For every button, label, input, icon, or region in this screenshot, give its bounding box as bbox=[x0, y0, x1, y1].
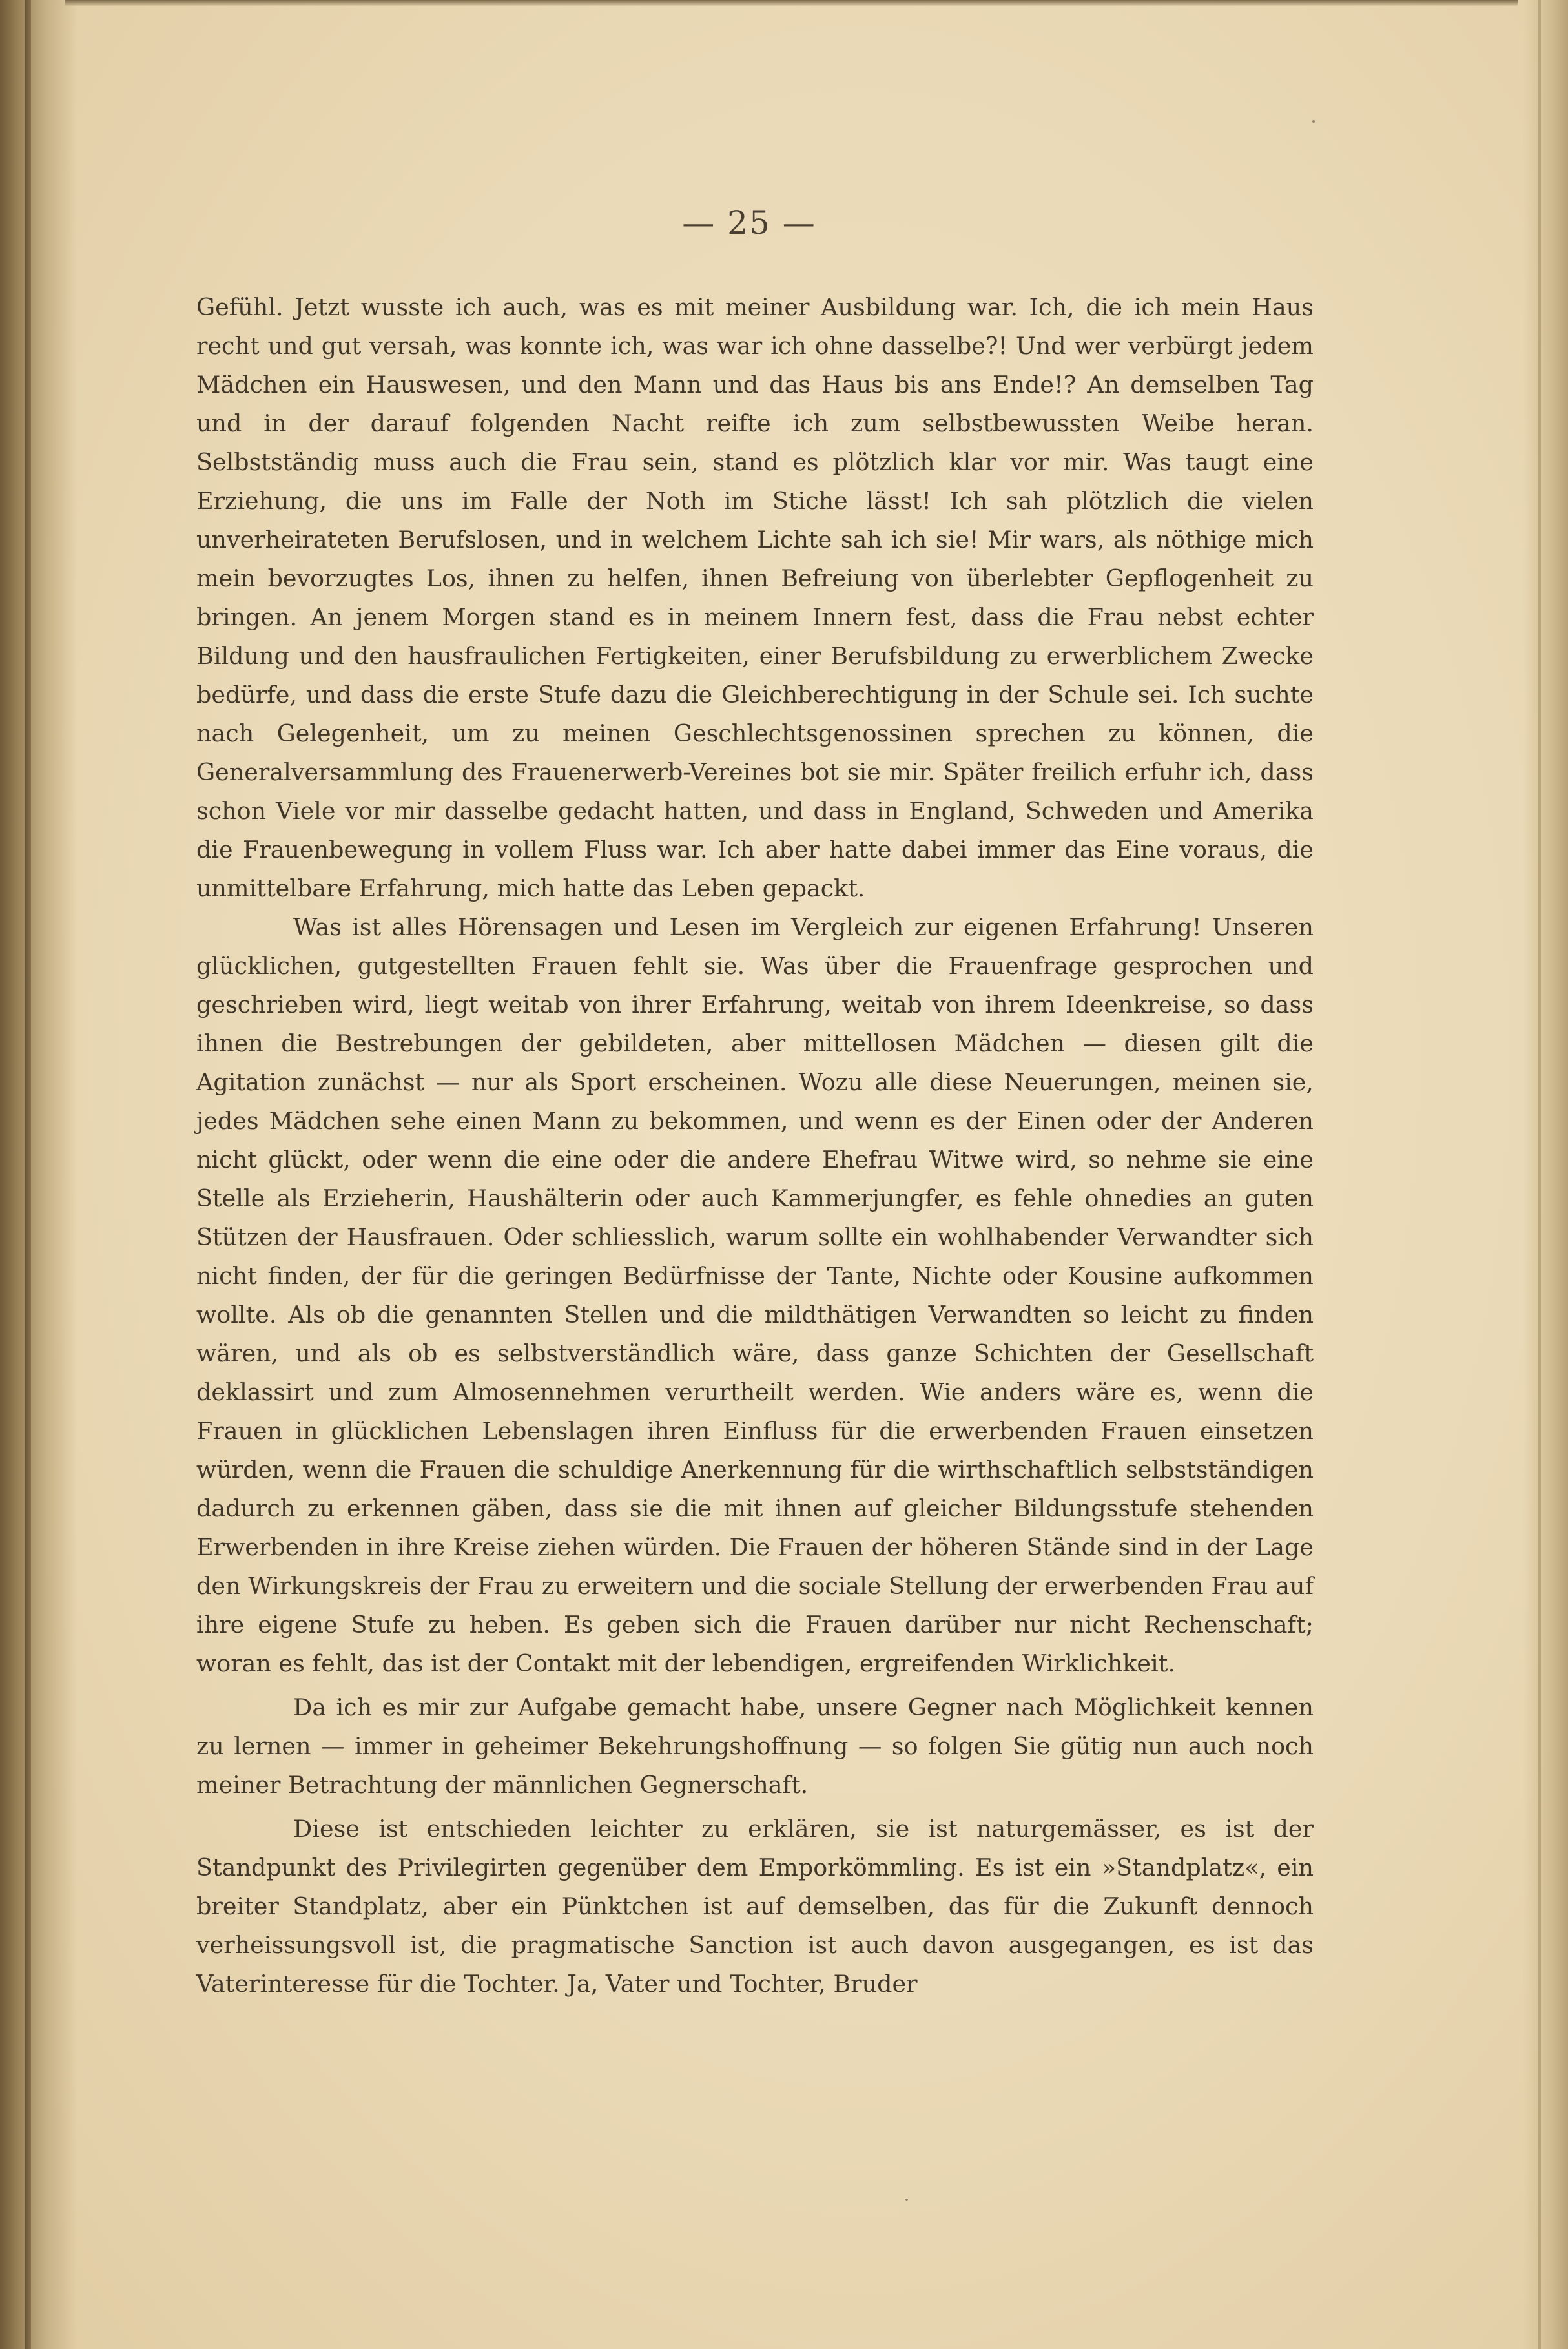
body-text bbox=[196, 288, 1314, 2003]
paragraph-4: Diese ist entschieden leichter zu erklären, sie ist naturgemässer, es ist der Standpunkt des Privilegirten gegenüber dem Emporkömmling. Es ist ein »Standplatz«, ein breiter Standplatz, aber ein Pünktchen ist auf demselben, das für die Zukunft dennoch verheissungsvoll ist, die pragmatische Sanction ist auch davon ausgegangen, es ist das Vaterinteresse für die Tochter. Ja, Vater und Tochter, Bruder bbox=[196, 1815, 1314, 1998]
paragraph-1: Gefühl. Jetzt wusste ich auch, was es mit meiner Ausbildung war. Ich, die ich mein Haus recht und gut versah, was konnte ich, was war ich ohne dasselbe?! Und wer verbürgt jedem Mädchen ein Hauswesen, und den Mann und das Haus bis ans Ende!? An demselben Tag und in der darauf folgenden Nacht reifte ich zum selbstbewussten Weibe heran. Selbstständig muss auch die Frau sein, stand es plötzlich klar vor mir. Was taugt eine Erziehung, die uns im Falle der Noth im Stiche lässt! Ich sah plötzlich die vielen unverheirateten Berufslosen, und in welchem Lichte sah ich sie! Mir wars, als nöthige mich mein bevorzugtes Los, ihnen zu helfen, ihnen Befreiung von überlebter Gepflogenheit zu bringen. An jenem Morgen stand es in meinem Innern fest, dass die Frau nebst echter Bildung und den hausfraulichen Fertigkeiten, einer Berufsbildung zu erwerblichem Zwecke bedürfe, und dass die erste Stufe dazu die Gleichberechtigung in der Schule sei. Ich suchte nach Gelegenheit, um zu meinen Geschlechtsgenossinen sprechen zu können, die Generalversammlung des Frauenerwerb-Vereines bot sie mir. Später freilich erfuhr ich, dass schon Viele vor mir dasselbe gedacht hatten, und dass in England, Schweden und Amerika die Frauenbewegung in vollem Fluss war. Ich aber hatte dabei immer das Eine voraus, die unmittelbare Erfahrung, mich hatte das Leben gepackt. bbox=[196, 293, 1314, 902]
gutter-line bbox=[25, 0, 31, 2349]
paper-speck bbox=[905, 2199, 908, 2201]
paper-speck bbox=[1312, 120, 1315, 123]
book-spine-shadow bbox=[0, 0, 77, 2349]
page-right-rule bbox=[1538, 0, 1541, 2349]
paragraph-2: Was ist alles Hörensagen und Lesen im Vergleich zur eigenen Erfahrung! Unseren glücklichen, gutgestellten Frauen fehlt sie. Was über die Frauenfrage gesprochen und geschrieben wird, liegt weitab von ihrer Erfahrung, weitab von ihrem Ideenkreise, so dass ihnen die Bestrebungen der gebildeten, aber mittellosen Mädchen — diesen gilt die Agitation zunächst — nur als Sport erscheinen. Wozu alle diese Neuerungen, meinen sie, jedes Mädchen sehe einen Mann zu bekommen, und wenn es der Einen oder der Anderen nicht glückt, oder wenn die eine oder die andere Ehefrau Witwe wird, so nehme sie eine Stelle als Erzieherin, Haushälterin oder auch Kammerjungfer, es fehle ohnedies an guten Stützen der Hausfrauen. Oder schliesslich, warum sollte ein wohlhabender Verwandter sich nicht finden, der für die geringen Bedürfnisse der Tante, Nichte oder Kousine aufkommen wollte. Als ob die genannten Stellen und die mildthätigen Verwandten so leicht zu finden wären, und als ob es selbstverständlich wäre, dass ganze Schichten der Gesellschaft deklassirt und zum Almosennehmen verurtheilt werden. Wie anders wäre es, wenn die Frauen in glücklichen Lebenslagen ihren Einfluss für die erwerbenden Frauen einsetzen würden, wenn die Frauen die schuldige Anerkennung für die wirthschaftlich selbstständigen dadurch zu erkennen gäben, dass sie die mit ihnen auf gleicher Bildungsstufe stehenden Erwerbenden in ihre Kreise ziehen würden. Die Frauen der höheren Stände sind in der Lage den Wirkungskreis der Frau zu erweitern und die sociale Stellung der erwerbenden Frau auf ihre eigene Stufe zu heben. Es geben sich die Frauen darüber nur nicht Rechenschaft; woran es fehlt, das ist der Contakt mit der lebendigen, ergreifenden Wirklichkeit. bbox=[196, 913, 1314, 1677]
paper-speck bbox=[26, 977, 28, 979]
page-top-edge bbox=[65, 0, 1518, 6]
page-right-edge bbox=[1523, 0, 1568, 2349]
page-number: — 25 — bbox=[682, 204, 816, 242]
paragraph-3: Da ich es mir zur Aufgabe gemacht habe, unsere Gegner nach Möglichkeit kennen zu lernen — immer in geheimer Bekehrungshoffnung — so folgen Sie gütig nun auch noch meiner Betrachtung der männlichen Gegnerschaft. bbox=[196, 1693, 1314, 1799]
